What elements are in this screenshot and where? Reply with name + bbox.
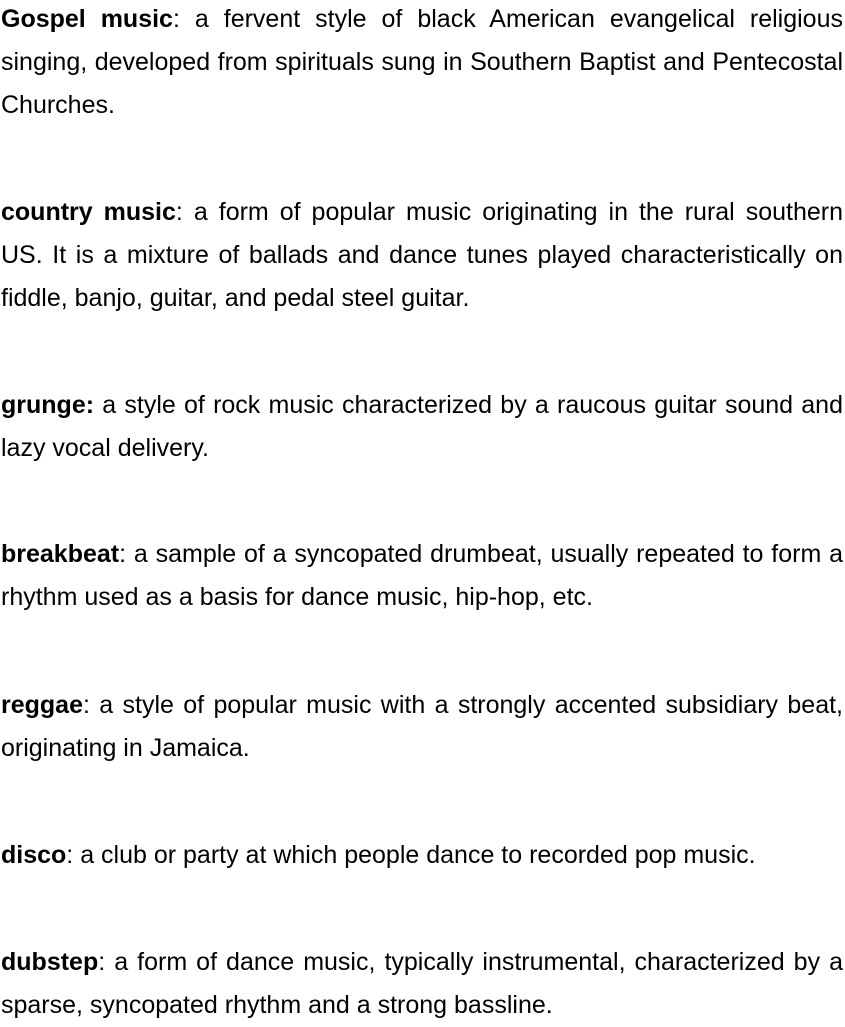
term: reggae [1,691,83,719]
definition: a sample of a syncopated drumbeat, usually repeated to form a rhythm used as a basis for dance music, hip-hop, etc. [1,540,843,611]
term: grunge: [1,391,95,419]
term: country music [1,198,176,226]
definition: a style of rock music characterized by a raucous guitar sound and lazy vocal delivery. [1,391,843,462]
entry-grunge [1,384,843,470]
definition: a style of popular music with a strongly accented subsidiary beat, originating in Jamaica. [1,691,843,762]
entry-breakbeat [1,533,843,619]
term: Gospel music [1,5,173,33]
entry-dubstep [1,941,843,1027]
definition: a fervent style of black American evangelical religious singing, developed from spirituals sung in Southern Baptist and Pentecostal Churches. [1,5,843,119]
entry-disco [1,834,843,877]
term: breakbeat [1,540,120,568]
entry-country-music [1,191,843,320]
entry-reggae [1,684,843,770]
separator: : [175,198,183,226]
separator: : [119,540,127,568]
entry-gospel-music [1,0,843,127]
term: disco [1,841,67,869]
separator: : [82,691,90,719]
separator: : [98,948,106,976]
definition: a form of dance music, typically instrumental, characterized by a sparse, syncopated rhythm and a strong bassline. [1,948,843,1019]
term: dubstep [1,948,99,976]
separator: : [172,5,180,33]
definition: a club or party at which people dance to recorded pop music. [73,841,756,869]
separator: : [66,841,74,869]
definition: a form of popular music originating in the rural southern US. It is a mixture of ballads and dance tunes played characteristically on fiddle, banjo, guitar, and pedal steel guitar. [1,198,844,312]
